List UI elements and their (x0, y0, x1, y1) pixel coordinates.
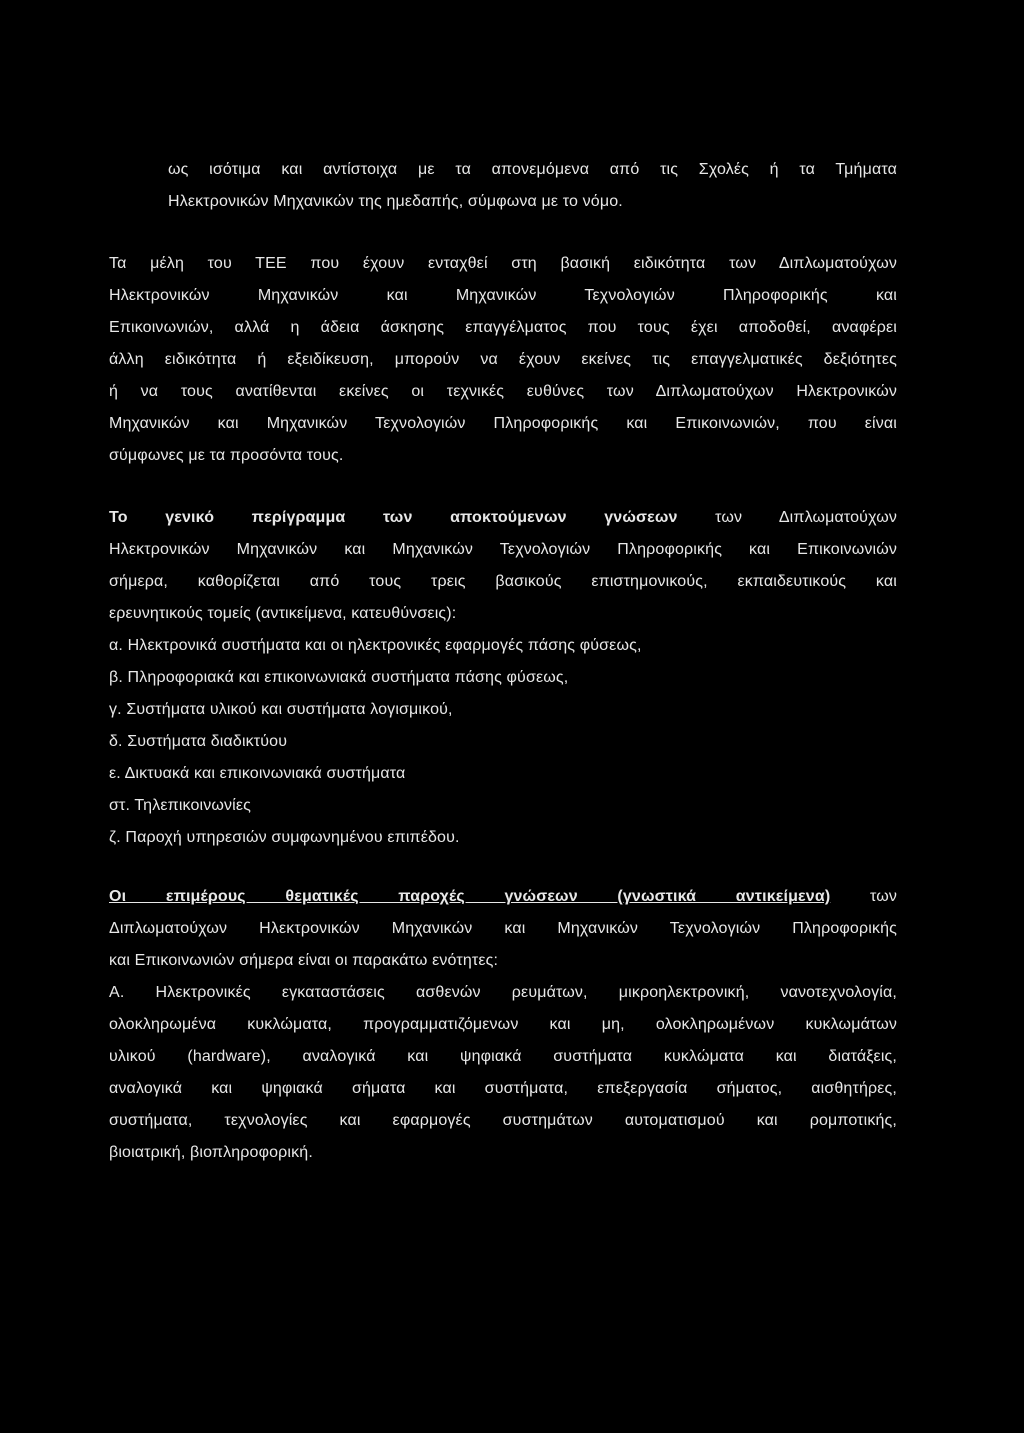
list-item: ζ. Παροχή υπηρεσιών συμφωνημένου επιπέδου. (109, 829, 460, 846)
text-line: υλικού (hardware), αναλογικά και ψηφιακά συστήματα κυκλώματα και διατάξεις, (109, 1048, 897, 1065)
list-item: στ. Τηλεπικοινωνίες (109, 797, 252, 814)
list-item: ε. Δικτυακά και επικοινωνιακά συστήματα (109, 765, 406, 782)
text-line: Επικοινωνιών, αλλά η άδεια άσκησης επαγγέλματος που τους έχει αποδοθεί, αναφέρει (109, 319, 897, 336)
list-item: δ. Συστήματα διαδικτύου (109, 733, 288, 750)
text-line: ή να τους ανατίθενται εκείνες οι τεχνικές ευθύνες των Διπλωματούχων Ηλεκτρονικών (109, 383, 897, 400)
list-item: γ. Συστήματα υλικού και συστήματα λογισμικού, (109, 701, 453, 718)
paragraph-3 (109, 502, 897, 854)
text-line: και Επικοινωνιών σήμερα είναι οι παρακάτω ενότητες: (109, 952, 499, 969)
paragraph-spacer (109, 472, 897, 502)
text-line: Ηλεκτρονικών Μηχανικών και Μηχανικών Τεχνολογιών Πληροφορικής και Επικοινωνιών (109, 541, 897, 558)
paragraph-spacer (109, 218, 897, 248)
paragraph-2 (109, 248, 897, 472)
text-line: συστήματα, τεχνολογίες και εφαρμογές συστημάτων αυτοματισμού και ρομποτικής, (109, 1112, 897, 1129)
thematic-knowledge-heading: Οι επιμέρους θεματικές παροχές γνώσεων (γνωστικά αντικείμενα) (109, 888, 831, 905)
text-line: σήμερα, καθορίζεται από τους τρεις βασικούς επιστημονικούς, εκπαιδευτικούς και (109, 573, 897, 590)
text-line: Α. Ηλεκτρονικές εγκαταστάσεις ασθενών ρευμάτων, μικροηλεκτρονική, νανοτεχνολογία, (109, 984, 897, 1001)
text-line-heading (109, 502, 897, 534)
document-page (109, 154, 897, 1169)
heading-continuation: των Διπλωματούχων (715, 509, 897, 526)
list-item: α. Ηλεκτρονικά συστήματα και οι ηλεκτρονικές εφαρμογές πάσης φύσεως, (109, 637, 642, 654)
paragraph-spacer (109, 854, 897, 881)
text-line: άλλη ειδικότητα ή εξειδίκευση, μπορούν να έχουν εκείνες τις επαγγελματικές δεξιότητες (109, 351, 897, 368)
text-line: Διπλωματούχων Ηλεκτρονικών Μηχανικών και Μηχανικών Τεχνολογιών Πληροφορικής (109, 920, 897, 937)
text-line: Ηλεκτρονικών Μηχανικών και Μηχανικών Τεχνολογιών Πληροφορικής και (109, 287, 897, 304)
general-outline-heading: Το γενικό περίγραμμα των αποκτούμενων γνώσεων (109, 509, 678, 526)
text-line: βιοιατρική, βιοπληροφορική. (109, 1144, 313, 1161)
paragraph-1 (109, 154, 897, 218)
text-line: αναλογικά και ψηφιακά σήματα και συστήματα, επεξεργασία σήματος, αισθητήρες, (109, 1080, 897, 1097)
text-line: ολοκληρωμένα κυκλώματα, προγραμματιζόμενων και μη, ολοκληρωμένων κυκλωμάτων (109, 1016, 897, 1033)
list-item: β. Πληροφοριακά και επικοινωνιακά συστήματα πάσης φύσεως, (109, 669, 569, 686)
heading-continuation: των (869, 888, 897, 905)
text-line: Ηλεκτρονικών Μηχανικών της ημεδαπής, σύμφωνα με το νόμο. (168, 193, 623, 210)
text-line: Μηχανικών και Μηχανικών Τεχνολογιών Πληροφορικής και Επικοινωνιών, που είναι (109, 415, 897, 432)
text-line: σύμφωνες με τα προσόντα τους. (109, 447, 344, 464)
text-line: ερευνητικούς τομείς (αντικείμενα, κατευθύνσεις): (109, 605, 457, 622)
text-line: ως ισότιμα και αντίστοιχα με τα απονεμόμενα από τις Σχολές ή τα Τμήματα (168, 161, 897, 178)
text-line: Τα μέλη του ΤΕΕ που έχουν ενταχθεί στη βασική ειδικότητα των Διπλωματούχων (109, 255, 897, 272)
text-line-heading (109, 881, 897, 913)
paragraph-4 (109, 881, 897, 1169)
